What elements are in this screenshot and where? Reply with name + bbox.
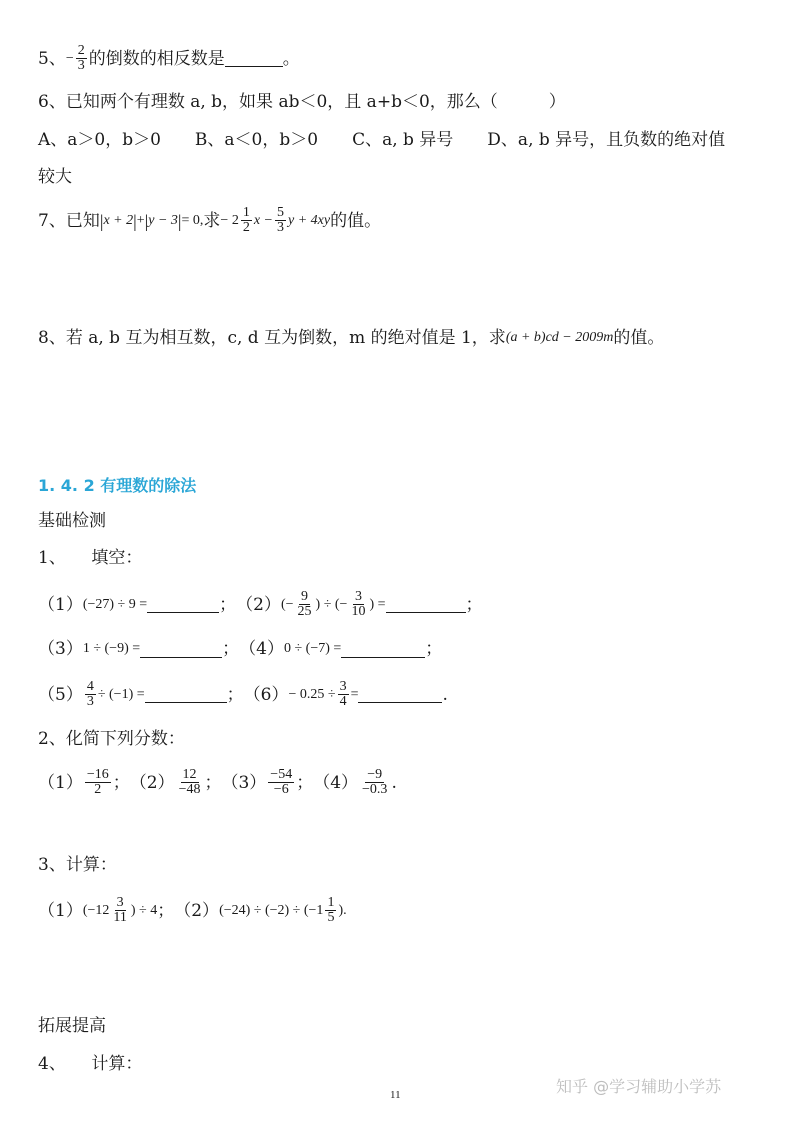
separator: . [442, 684, 448, 705]
denominator: −6 [273, 782, 289, 797]
numerator: 3 [339, 679, 347, 694]
exercise-1-row-1 [38, 590, 483, 619]
question-text: 的倒数的相反数是 [88, 48, 225, 69]
separator: ； [204, 772, 222, 793]
denominator: 3 [277, 220, 284, 235]
answer-blank[interactable] [341, 641, 425, 658]
answer-blank[interactable] [386, 596, 466, 613]
fraction [275, 206, 286, 235]
question-6-continuation: 较大 [38, 167, 72, 187]
numerator: 9 [301, 589, 309, 604]
item-label: （1） [38, 900, 83, 921]
answer-blank[interactable] [358, 686, 442, 703]
item-label: （2） [174, 900, 220, 921]
page-number: 11 [390, 1089, 401, 1101]
numerator: 12 [182, 767, 197, 782]
item-label: （3） [38, 639, 83, 659]
question-text: 7、已知 [38, 210, 100, 231]
variable-term: x − [253, 212, 273, 228]
question-text: 求 [203, 210, 221, 231]
item-label: （3） [221, 772, 267, 793]
equation-rhs: = 0, [181, 212, 204, 228]
section-subtitle: 基础检测 [38, 511, 106, 531]
question-8 [38, 326, 664, 350]
numerator: 3 [354, 589, 362, 604]
item-label: （2） [236, 594, 281, 615]
expression: ). [338, 902, 347, 918]
denominator: 2 [242, 220, 250, 235]
question-text: 的值。 [330, 210, 382, 231]
answer-blank[interactable] [140, 641, 222, 658]
plus-sign: + [136, 212, 145, 228]
separator: ； [112, 772, 130, 793]
separator: ； [226, 684, 244, 705]
denominator: 25 [297, 604, 312, 619]
expression: (−24) ÷ (−2) ÷ (−1 [219, 902, 324, 918]
fraction [268, 768, 294, 797]
abs-bar: | [99, 210, 104, 231]
denominator: 2 [94, 782, 102, 797]
denominator: −0.3 [362, 782, 388, 797]
paren: ) = [369, 596, 386, 612]
equals-sign: = [350, 686, 359, 702]
exercise-3-title: 3、计算： [38, 855, 117, 875]
numerator: −54 [270, 767, 293, 782]
exercise-1-title: 1、 填空： [38, 548, 143, 568]
separator: ； [157, 900, 175, 921]
watermark: 知乎 @学习辅助小学苏 [556, 1077, 722, 1096]
fraction [76, 44, 87, 73]
variable-term: y + 4xy [288, 212, 331, 228]
exercise-3-row [38, 896, 347, 925]
numerator: 1 [242, 205, 250, 220]
minus-sign: − [65, 50, 74, 66]
item-label: （1） [38, 594, 83, 615]
expression: ) ÷ 4 [130, 902, 158, 918]
fraction [325, 896, 336, 925]
item-label: （4） [239, 639, 284, 659]
extension-title: 拓展提高 [38, 1016, 106, 1036]
numerator: 3 [116, 895, 124, 910]
coefficient: − 2 [220, 212, 239, 228]
item-label: （6） [243, 684, 289, 705]
numerator: 4 [86, 679, 94, 694]
fraction [241, 206, 252, 235]
question-text: 的值。 [613, 328, 665, 348]
numerator: −9 [367, 767, 383, 782]
expression: 1 ÷ (−9) = [82, 641, 141, 656]
question-6-options: A、a＞0，b＞0 B、a＜0，b＞0 C、a, b 异号 D、a, b 异号，且负数的绝对值 [38, 130, 726, 150]
separator: ； [222, 639, 240, 659]
exercise-1-row-2 [38, 637, 442, 661]
expression: (−12 [82, 902, 110, 918]
fraction [85, 680, 96, 709]
question-text: 8、若 a, b 互为相互数，c, d 互为倒数，m 的绝对值是 1，求 [38, 328, 506, 348]
fraction [85, 768, 111, 797]
item-label: （2） [129, 772, 175, 793]
question-7 [38, 206, 381, 235]
fraction [177, 768, 203, 797]
fraction [360, 768, 389, 797]
denominator: 11 [113, 910, 127, 925]
denominator: −48 [178, 782, 201, 797]
abs-expression: y − 3 [148, 212, 178, 228]
fraction [349, 590, 367, 619]
numerator: 5 [277, 205, 284, 220]
section-title: 1. 4. 2 有理数的除法 [38, 476, 197, 495]
numerator: 1 [327, 895, 335, 910]
denominator: 4 [339, 694, 347, 709]
question-5 [38, 44, 300, 73]
expression: (−27) ÷ 9 = [82, 596, 148, 612]
question-6: 6、已知两个有理数 a, b，如果 ab＜0，且 a+b＜0，那么（ ） [38, 92, 566, 112]
punctuation: 。 [282, 48, 300, 69]
expression: − 0.25 ÷ [288, 686, 336, 702]
expression: ÷ (−1) = [97, 686, 145, 702]
denominator: 3 [77, 58, 85, 73]
answer-blank[interactable] [225, 50, 283, 67]
numerator: −16 [86, 767, 109, 782]
numerator: 2 [77, 43, 85, 58]
separator: ； [219, 594, 237, 615]
separator: . [391, 772, 397, 793]
denominator: 3 [86, 694, 94, 709]
exercise-1-row-3 [38, 680, 448, 709]
paren: (− [280, 596, 294, 612]
exercise-2-row [38, 768, 397, 797]
item-label: （1） [38, 772, 83, 793]
denominator: 5 [327, 910, 335, 925]
answer-blank[interactable] [145, 686, 227, 703]
item-label: （4） [313, 772, 359, 793]
fraction [296, 590, 314, 619]
denominator: 10 [351, 604, 366, 619]
expression: 0 ÷ (−7) = [283, 641, 342, 656]
abs-expression: x + 2 [103, 212, 134, 228]
extension-question-4: 4、 计算： [38, 1054, 143, 1074]
fraction [111, 896, 128, 925]
item-label: （5） [38, 684, 83, 705]
question-number: 5、 [38, 48, 66, 69]
abs-bar: | [133, 210, 137, 231]
operator: ) ÷ (− [315, 596, 348, 612]
expression: (a + b)cd − 2009m [505, 330, 614, 345]
answer-blank[interactable] [147, 596, 219, 613]
abs-bar: | [177, 210, 182, 231]
separator: ； [296, 772, 314, 793]
separator: ； [425, 639, 443, 659]
exercise-2-title: 2、化简下列分数： [38, 729, 185, 749]
separator: ； [465, 594, 483, 615]
abs-bar: | [144, 210, 149, 231]
fraction [338, 680, 349, 709]
